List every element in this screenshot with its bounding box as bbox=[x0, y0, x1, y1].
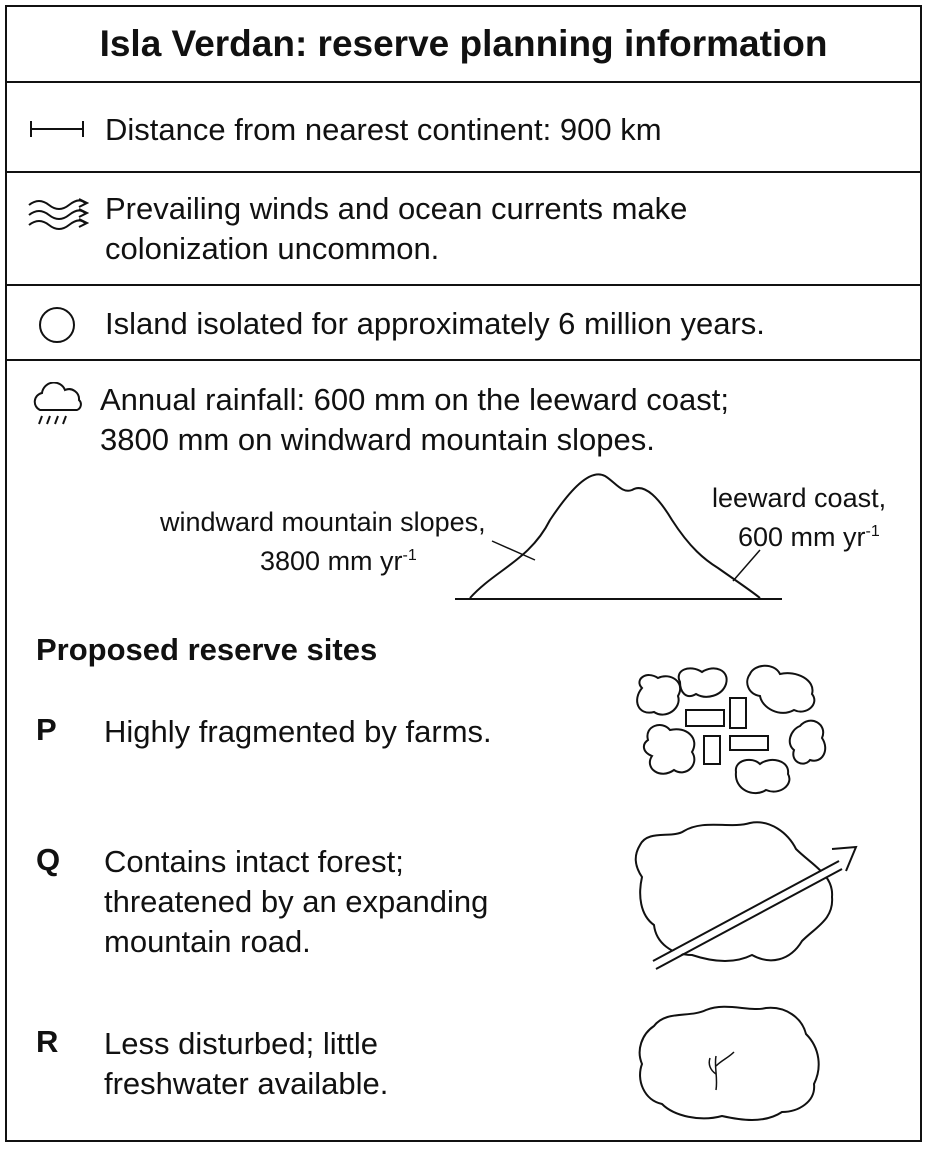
fact-distance-text: Distance from nearest continent: 900 km bbox=[105, 112, 662, 147]
forest-with-stream-icon bbox=[630, 1000, 830, 1130]
fact-rainfall-line-1: Annual rainfall: 600 mm on the leeward coast; bbox=[100, 382, 729, 417]
page-title: Isla Verdan: reserve planning information bbox=[5, 5, 922, 83]
site-r-description bbox=[104, 1024, 388, 1104]
forest-with-road-arrow-icon bbox=[620, 815, 865, 975]
fact-rainfall-line-2: 3800 mm on windward mountain slopes. bbox=[100, 422, 655, 457]
fact-isolation-text: Island isolated for approximately 6 million years. bbox=[105, 306, 765, 341]
reserves-heading: Proposed reserve sites bbox=[36, 632, 378, 667]
fragmented-patches-icon bbox=[630, 660, 830, 800]
windward-label: windward mountain slopes, bbox=[160, 507, 486, 537]
leeward-value-label bbox=[738, 516, 880, 553]
site-r-line-2: freshwater available. bbox=[104, 1066, 389, 1101]
leeward-leader-line bbox=[733, 550, 760, 581]
leeward-label: leeward coast, bbox=[712, 483, 887, 513]
site-p-description bbox=[104, 712, 492, 752]
site-q-line-1: Contains intact forest; bbox=[104, 844, 404, 879]
site-r-letter: R bbox=[36, 1024, 59, 1059]
site-q-line-3: mountain road. bbox=[104, 924, 311, 959]
windward-value: 3800 mm yr bbox=[260, 546, 403, 576]
leeward-exponent: -1 bbox=[865, 523, 880, 540]
windward-exponent: -1 bbox=[402, 547, 417, 564]
windward-value-label bbox=[260, 540, 417, 577]
site-r-line-1: Less disturbed; little bbox=[104, 1026, 378, 1061]
fact-winds-line-2: colonization uncommon. bbox=[105, 231, 440, 266]
site-q-line-2: threatened by an expanding bbox=[104, 884, 489, 919]
site-p-line-1: Highly fragmented by farms. bbox=[104, 714, 492, 749]
leeward-value: 600 mm yr bbox=[738, 522, 866, 552]
site-q-letter: Q bbox=[36, 842, 61, 877]
site-p-letter: P bbox=[36, 712, 57, 747]
site-q-description bbox=[104, 842, 488, 962]
fact-winds-line-1: Prevailing winds and ocean currents make bbox=[105, 191, 688, 226]
